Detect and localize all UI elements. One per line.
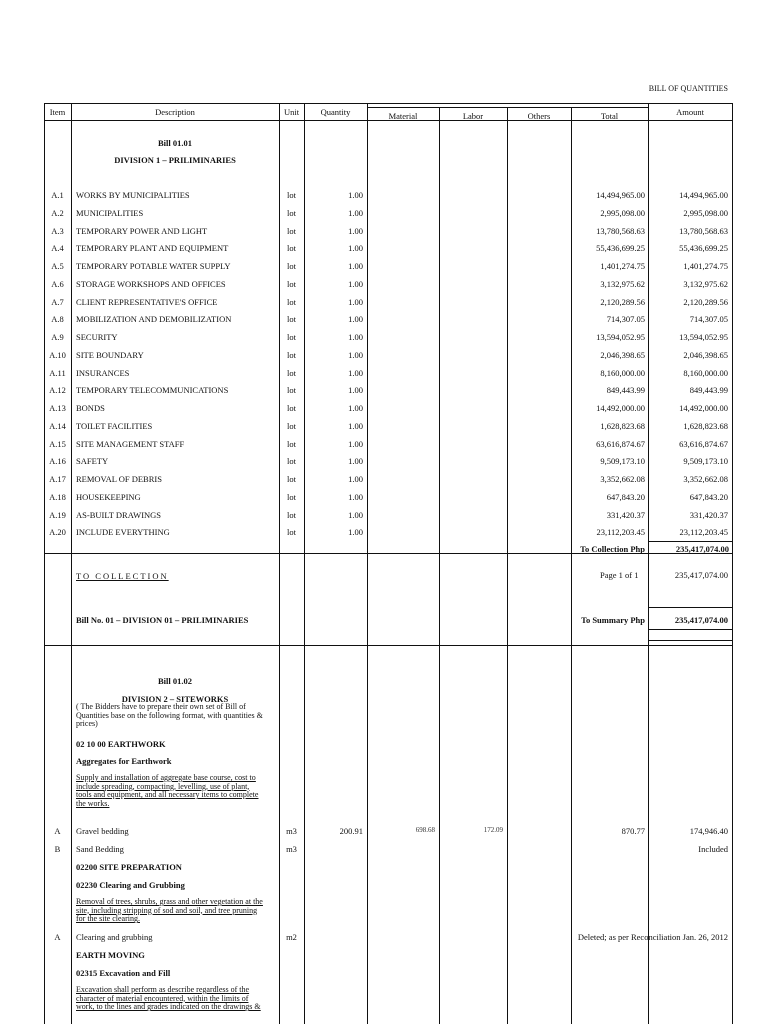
column-rule xyxy=(304,103,305,1024)
row-item: A.13 xyxy=(49,403,66,413)
row-quantity: 1.00 xyxy=(348,456,363,466)
row-item: A.11 xyxy=(49,368,66,378)
col-header-unit: Unit xyxy=(283,107,300,117)
row-total: 849,443.99 xyxy=(606,385,645,395)
row-unit: lot xyxy=(287,368,296,378)
column-rule xyxy=(439,107,440,1024)
row-total: 14,492,000.00 xyxy=(596,403,645,413)
row-amount: 23,112,203.45 xyxy=(679,527,728,537)
row-quantity: 1.00 xyxy=(348,510,363,520)
row-item: A.3 xyxy=(51,226,64,236)
row-unit: lot xyxy=(287,279,296,289)
summary-amount: 235,417,074.00 xyxy=(674,615,728,625)
row-unit: lot xyxy=(287,226,296,236)
row-total: 9,509,173.10 xyxy=(600,456,645,466)
row-description: INCLUDE EVERYTHING xyxy=(76,527,170,537)
row-description: TEMPORARY TELECOMMUNICATIONS xyxy=(76,385,229,395)
row-item: A.19 xyxy=(49,510,66,520)
amount-sand: Included xyxy=(698,844,728,854)
row-item: A.18 xyxy=(49,492,66,502)
row-quantity: 1.00 xyxy=(348,439,363,449)
row-amount: 8,160,000.00 xyxy=(683,368,728,378)
row-amount: 3,132,975.62 xyxy=(683,279,728,289)
row-description: MOBILIZATION AND DEMOBILIZATION xyxy=(76,314,232,324)
row-description: TEMPORARY POWER AND LIGHT xyxy=(76,226,208,236)
site-prep-heading: 02200 SITE PREPARATION xyxy=(76,862,182,872)
col-header-total: Total xyxy=(600,111,619,121)
row-item: A.9 xyxy=(51,332,64,342)
row-total: 23,112,203.45 xyxy=(596,527,645,537)
material-gravel: 698.68 xyxy=(415,826,435,834)
row-quantity: 1.00 xyxy=(348,261,363,271)
aggregates-description-text: Supply and installation of aggregate base course, cost to include spreading, compacting, levelling, use of plant, tools and equipment, and all necessary items to complete the works. xyxy=(76,773,259,808)
row-description: BONDS xyxy=(76,403,105,413)
row-unit: lot xyxy=(287,474,296,484)
row-amount: 2,120,289.56 xyxy=(683,297,728,307)
page-header: BILL OF QUANTITIES xyxy=(648,84,728,93)
earthwork-heading: 02 10 00 EARTHWORK xyxy=(76,739,166,749)
clearing-description xyxy=(76,898,266,924)
row-quantity: 1.00 xyxy=(348,297,363,307)
row-item: A.6 xyxy=(51,279,64,289)
row-item: A.4 xyxy=(51,243,64,253)
column-rule xyxy=(71,103,72,1024)
to-collection-amount: 235,417,074.00 xyxy=(675,544,729,554)
row-rule xyxy=(648,541,732,542)
aggregates-description xyxy=(76,774,266,808)
row-quantity: 1.00 xyxy=(348,385,363,395)
row-description: SAFETY xyxy=(76,456,109,466)
qty-gravel: 200.91 xyxy=(339,826,363,836)
row-unit: lot xyxy=(287,439,296,449)
row-amount: 2,995,098.00 xyxy=(683,208,728,218)
row-description: SITE MANAGEMENT STAFF xyxy=(76,439,185,449)
row-amount: 13,594,052.95 xyxy=(679,332,728,342)
row-item: A.7 xyxy=(51,297,64,307)
row-description: MUNICIPALITIES xyxy=(76,208,144,218)
row-unit: lot xyxy=(287,243,296,253)
row-amount: 1,401,274.75 xyxy=(683,261,728,271)
row-unit: lot xyxy=(287,332,296,342)
collection-heading: TO COLLECTION xyxy=(76,571,169,581)
row-description: WORKS BY MUNICIPALITIES xyxy=(76,190,190,200)
row-unit: lot xyxy=(287,208,296,218)
col-header-material: Material xyxy=(388,111,418,121)
row-total: 3,132,975.62 xyxy=(600,279,645,289)
column-rule xyxy=(507,107,508,1024)
row-item: A.16 xyxy=(49,456,66,466)
row-total: 647,843.20 xyxy=(606,492,645,502)
row-unit: lot xyxy=(287,403,296,413)
row-unit: lot xyxy=(287,190,296,200)
row-quantity: 1.00 xyxy=(348,350,363,360)
row-description: AS-BUILT DRAWINGS xyxy=(76,510,162,520)
clearing-note: Deleted; as per Reconciliation Jan. 26, 2012 xyxy=(577,932,728,942)
row-quantity: 1.00 xyxy=(348,243,363,253)
row-unit: lot xyxy=(287,492,296,502)
row-description: INSURANCES xyxy=(76,368,130,378)
column-rule xyxy=(44,103,45,1024)
column-rule xyxy=(367,103,368,1024)
col-header-amount: Amount xyxy=(676,107,704,117)
row-description: SITE BOUNDARY xyxy=(76,350,144,360)
row-unit: lot xyxy=(287,350,296,360)
row-quantity: 1.00 xyxy=(348,368,363,378)
row-quantity: 1.00 xyxy=(348,527,363,537)
row-quantity: 1.00 xyxy=(348,208,363,218)
col-header-description: Description xyxy=(155,107,195,117)
bill-number: Bill 01.01 xyxy=(157,138,192,148)
col-header-others: Others xyxy=(527,111,551,121)
row-rule xyxy=(648,607,732,608)
row-amount: 1,628,823.68 xyxy=(683,421,728,431)
row-amount: 849,443.99 xyxy=(689,385,728,395)
row-item: A.17 xyxy=(49,474,66,484)
row-amount: 331,420.37 xyxy=(689,510,728,520)
row-item: A.12 xyxy=(49,385,66,395)
row-amount: 3,352,662.08 xyxy=(683,474,728,484)
row-amount: 9,509,173.10 xyxy=(683,456,728,466)
row-quantity: 1.00 xyxy=(348,314,363,324)
row-total: 13,780,568.63 xyxy=(596,226,645,236)
row-amount: 647,843.20 xyxy=(689,492,728,502)
row-total: 1,401,274.75 xyxy=(600,261,645,271)
bidders-note: ( The Bidders have to prepare their own set of Bill of Quantities base on the following format, with quantities & prices) xyxy=(76,702,263,729)
row-rule xyxy=(44,103,732,104)
collection-amount: 235,417,074.00 xyxy=(674,570,728,580)
row-description: TEMPORARY PLANT AND EQUIPMENT xyxy=(76,243,229,253)
row-rule xyxy=(367,107,648,108)
row-quantity: 1.00 xyxy=(348,492,363,502)
col-header-quantity: Quantity xyxy=(320,107,351,117)
clearing-description-text: Removal of trees, shrubs, grass and other vegetation at the site, including stripping of sod and soil, and tree pruning for the site clearing. xyxy=(76,897,263,924)
row-item: A.8 xyxy=(51,314,64,324)
division-title: DIVISION 1 – PRILIMINARIES xyxy=(114,155,236,165)
row-total: 331,420.37 xyxy=(606,510,645,520)
unit-sand: m3 xyxy=(286,844,297,854)
unit-gravel: m3 xyxy=(286,826,297,836)
row-amount: 714,307.05 xyxy=(689,314,728,324)
row-rule xyxy=(648,640,732,641)
total-gravel: 870.77 xyxy=(621,826,645,836)
row-description: REMOVAL OF DEBRIS xyxy=(76,474,162,484)
row-quantity: 1.00 xyxy=(348,421,363,431)
clearing-heading: 02230 Clearing and Grubbing xyxy=(76,880,185,890)
excavation-heading: 02315 Excavation and Fill xyxy=(76,968,171,978)
row-total: 2,120,289.56 xyxy=(600,297,645,307)
earth-moving-heading: EARTH MOVING xyxy=(76,950,145,960)
row-unit: lot xyxy=(287,510,296,520)
row-quantity: 1.00 xyxy=(348,190,363,200)
row-item: A.2 xyxy=(51,208,64,218)
column-rule xyxy=(648,103,649,1024)
row-total: 55,436,699.25 xyxy=(596,243,645,253)
desc-sand: Sand Bedding xyxy=(76,844,124,854)
row-unit: lot xyxy=(287,527,296,537)
item-clearing: A xyxy=(54,932,61,942)
row-quantity: 1.00 xyxy=(348,226,363,236)
col-header-item: Item xyxy=(49,107,66,117)
row-unit: lot xyxy=(287,314,296,324)
to-collection-label: To Collection Php xyxy=(580,544,645,554)
row-total: 13,594,052.95 xyxy=(596,332,645,342)
unit-clearing: m2 xyxy=(286,932,297,942)
row-amount: 13,780,568.63 xyxy=(679,226,728,236)
excavation-description xyxy=(76,986,266,1012)
row-amount: 14,492,000.00 xyxy=(679,403,728,413)
excavation-description-text: Excavation shall perform as describe regardless of the character of material encountered, within the limits of work, to the lines and grades indicated on the drawings & xyxy=(76,985,261,1012)
item-gravel: A xyxy=(54,826,61,836)
column-rule xyxy=(279,103,280,1024)
row-item: A.14 xyxy=(49,421,66,431)
row-total: 714,307.05 xyxy=(606,314,645,324)
row-description: HOUSEKEEPING xyxy=(76,492,141,502)
row-item: A.15 xyxy=(49,439,66,449)
bill-number-2: Bill 01.02 xyxy=(157,676,192,686)
row-quantity: 1.00 xyxy=(348,279,363,289)
labor-gravel: 172.09 xyxy=(483,826,503,834)
row-rule xyxy=(44,645,732,646)
summary-label: To Summary Php xyxy=(581,615,645,625)
row-total: 2,995,098.00 xyxy=(600,208,645,218)
row-unit: lot xyxy=(287,297,296,307)
row-item: A.1 xyxy=(51,190,64,200)
row-description: SECURITY xyxy=(76,332,118,342)
row-rule xyxy=(648,629,732,630)
page-count: Page 1 of 1 xyxy=(600,570,639,580)
row-item: A.20 xyxy=(49,527,66,537)
row-total: 2,046,398.65 xyxy=(600,350,645,360)
row-item: A.10 xyxy=(49,350,66,360)
row-item: A.5 xyxy=(51,261,64,271)
row-quantity: 1.00 xyxy=(348,332,363,342)
row-unit: lot xyxy=(287,456,296,466)
row-description: CLIENT REPRESENTATIVE'S OFFICE xyxy=(76,297,218,307)
desc-gravel: Gravel bedding xyxy=(76,826,129,836)
row-amount: 55,436,699.25 xyxy=(679,243,728,253)
row-amount: 63,616,874.67 xyxy=(679,439,728,449)
amount-gravel: 174,946.40 xyxy=(689,826,728,836)
row-total: 3,352,662.08 xyxy=(600,474,645,484)
col-header-labor: Labor xyxy=(462,111,484,121)
row-amount: 2,046,398.65 xyxy=(683,350,728,360)
item-sand: B xyxy=(54,844,61,854)
desc-clearing: Clearing and grubbing xyxy=(76,932,153,942)
row-description: TEMPORARY POTABLE WATER SUPPLY xyxy=(76,261,231,271)
division-title-2: DIVISION 2 – SITEWORKS xyxy=(121,694,229,704)
row-unit: lot xyxy=(287,385,296,395)
row-quantity: 1.00 xyxy=(348,474,363,484)
column-rule xyxy=(732,103,733,1024)
row-unit: lot xyxy=(287,421,296,431)
row-total: 63,616,874.67 xyxy=(596,439,645,449)
row-quantity: 1.00 xyxy=(348,403,363,413)
row-description: STORAGE WORKSHOPS AND OFFICES xyxy=(76,279,226,289)
row-total: 8,160,000.00 xyxy=(600,368,645,378)
row-total: 1,628,823.68 xyxy=(600,421,645,431)
row-amount: 14,494,965.00 xyxy=(679,190,728,200)
row-unit: lot xyxy=(287,261,296,271)
aggregates-heading: Aggregates for Earthwork xyxy=(76,756,172,766)
row-total: 14,494,965.00 xyxy=(596,190,645,200)
row-description: TOILET FACILITIES xyxy=(76,421,153,431)
summary-description: Bill No. 01 – DIVISION 01 – PRILIMINARIES xyxy=(76,615,249,625)
